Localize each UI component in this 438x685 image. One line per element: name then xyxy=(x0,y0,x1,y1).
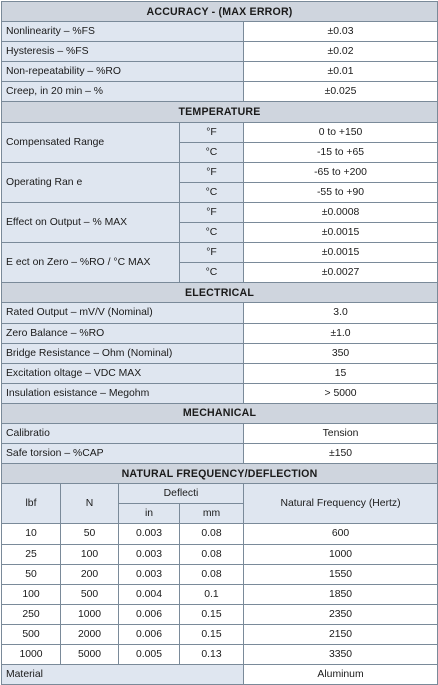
table-row xyxy=(2,544,438,564)
unit-f: °F xyxy=(180,122,244,142)
row-value: ±0.01 xyxy=(244,62,438,82)
cell-freq: 1550 xyxy=(244,564,438,584)
value-f: ±0.0015 xyxy=(244,243,438,263)
table-row xyxy=(2,444,438,464)
cell-n: 50 xyxy=(61,524,119,544)
cell-mm: 0.1 xyxy=(180,584,244,604)
cell-n: 200 xyxy=(61,564,119,584)
table-row xyxy=(2,62,438,82)
row-value: ±0.02 xyxy=(244,42,438,62)
cell-lbf: 25 xyxy=(2,544,61,564)
cell-n: 100 xyxy=(61,544,119,564)
cell-lbf: 100 xyxy=(2,584,61,604)
row-value: Tension xyxy=(244,423,438,443)
column-header-lbf: lbf xyxy=(2,484,61,524)
row-label: Non-repeatability – %RO xyxy=(2,62,244,82)
table-row xyxy=(2,363,438,383)
row-label: Nonlinearity – %FS xyxy=(2,22,244,42)
table-row xyxy=(2,202,438,222)
section-title-natural-frequency: NATURAL FREQUENCY/DEFLECTION xyxy=(2,464,438,484)
column-header-natural-frequency: Natural Frequency (Hertz) xyxy=(244,484,438,524)
section-title-temperature: TEMPERATURE xyxy=(2,102,438,122)
row-value: 350 xyxy=(244,343,438,363)
section-title-electrical: ELECTRICAL xyxy=(2,283,438,303)
column-header-mm: mm xyxy=(180,504,244,524)
row-value: > 5000 xyxy=(244,383,438,403)
table-row xyxy=(2,162,438,182)
table-row xyxy=(2,22,438,42)
cell-freq: 3350 xyxy=(244,645,438,665)
cell-freq: 600 xyxy=(244,524,438,544)
table-row xyxy=(2,665,438,685)
cell-lbf: 500 xyxy=(2,624,61,644)
unit-c: °C xyxy=(180,182,244,202)
cell-in: 0.004 xyxy=(119,584,180,604)
table-row xyxy=(2,323,438,343)
table-row xyxy=(2,524,438,544)
row-value: ±0.025 xyxy=(244,82,438,102)
cell-n: 2000 xyxy=(61,624,119,644)
section-title-accuracy: ACCURACY - (MAX ERROR) xyxy=(2,2,438,22)
cell-lbf: 50 xyxy=(2,564,61,584)
material-label: Material xyxy=(2,665,244,685)
row-value: ±150 xyxy=(244,444,438,464)
section-header-natural-frequency xyxy=(2,464,438,484)
column-header-in: in xyxy=(119,504,180,524)
cell-lbf: 250 xyxy=(2,604,61,624)
table-row xyxy=(2,624,438,644)
value-f: ±0.0008 xyxy=(244,202,438,222)
unit-f: °F xyxy=(180,202,244,222)
unit-c: °C xyxy=(180,263,244,283)
cell-n: 1000 xyxy=(61,604,119,624)
table-row xyxy=(2,564,438,584)
value-c: -15 to +65 xyxy=(244,142,438,162)
table-row xyxy=(2,584,438,604)
row-label: Compensated Range xyxy=(2,122,180,162)
cell-mm: 0.15 xyxy=(180,604,244,624)
section-title-mechanical: MECHANICAL xyxy=(2,403,438,423)
table-row xyxy=(2,243,438,263)
cell-mm: 0.08 xyxy=(180,544,244,564)
cell-freq: 2350 xyxy=(244,604,438,624)
row-label: Calibratio xyxy=(2,423,244,443)
cell-lbf: 1000 xyxy=(2,645,61,665)
material-value: Aluminum xyxy=(244,665,438,685)
value-c: ±0.0027 xyxy=(244,263,438,283)
section-header-electrical xyxy=(2,283,438,303)
unit-c: °C xyxy=(180,142,244,162)
value-c: ±0.0015 xyxy=(244,223,438,243)
table-row xyxy=(2,423,438,443)
table-row xyxy=(2,383,438,403)
column-header-deflection: Deflecti xyxy=(119,484,244,504)
section-header-temperature xyxy=(2,102,438,122)
cell-freq: 1000 xyxy=(244,544,438,564)
table-row xyxy=(2,82,438,102)
cell-lbf: 10 xyxy=(2,524,61,544)
row-value: ±1.0 xyxy=(244,323,438,343)
value-c: -55 to +90 xyxy=(244,182,438,202)
cell-in: 0.003 xyxy=(119,544,180,564)
cell-mm: 0.15 xyxy=(180,624,244,644)
table-row xyxy=(2,343,438,363)
row-value: 15 xyxy=(244,363,438,383)
row-label: Zero Balance – %RO xyxy=(2,323,244,343)
row-label: Insulation esistance – Megohm xyxy=(2,383,244,403)
unit-c: °C xyxy=(180,223,244,243)
row-label: Hysteresis – %FS xyxy=(2,42,244,62)
cell-mm: 0.08 xyxy=(180,564,244,584)
row-label: Effect on Output – % MAX xyxy=(2,202,180,242)
section-header-accuracy xyxy=(2,2,438,22)
value-f: -65 to +200 xyxy=(244,162,438,182)
cell-mm: 0.08 xyxy=(180,524,244,544)
cell-in: 0.003 xyxy=(119,564,180,584)
table-row xyxy=(2,122,438,142)
table-header-row xyxy=(2,484,438,504)
table-row xyxy=(2,645,438,665)
cell-freq: 2150 xyxy=(244,624,438,644)
unit-f: °F xyxy=(180,162,244,182)
row-value: ±0.03 xyxy=(244,22,438,42)
row-label: Operating Ran e xyxy=(2,162,180,202)
spec-sheet xyxy=(1,1,437,681)
cell-freq: 1850 xyxy=(244,584,438,604)
value-f: 0 to +150 xyxy=(244,122,438,142)
cell-in: 0.003 xyxy=(119,524,180,544)
section-header-mechanical xyxy=(2,403,438,423)
row-label: Creep, in 20 min – % xyxy=(2,82,244,102)
row-label: Rated Output – mV/V (Nominal) xyxy=(2,303,244,323)
row-value: 3.0 xyxy=(244,303,438,323)
row-label: Safe torsion – %CAP xyxy=(2,444,244,464)
column-header-n: N xyxy=(61,484,119,524)
unit-f: °F xyxy=(180,243,244,263)
row-label: Excitation oltage – VDC MAX xyxy=(2,363,244,383)
cell-mm: 0.13 xyxy=(180,645,244,665)
spec-table xyxy=(1,1,438,685)
row-label: Bridge Resistance – Ohm (Nominal) xyxy=(2,343,244,363)
row-label: E ect on Zero – %RO / °C MAX xyxy=(2,243,180,283)
cell-n: 500 xyxy=(61,584,119,604)
cell-n: 5000 xyxy=(61,645,119,665)
cell-in: 0.005 xyxy=(119,645,180,665)
table-row xyxy=(2,42,438,62)
table-row xyxy=(2,303,438,323)
cell-in: 0.006 xyxy=(119,624,180,644)
cell-in: 0.006 xyxy=(119,604,180,624)
table-row xyxy=(2,604,438,624)
